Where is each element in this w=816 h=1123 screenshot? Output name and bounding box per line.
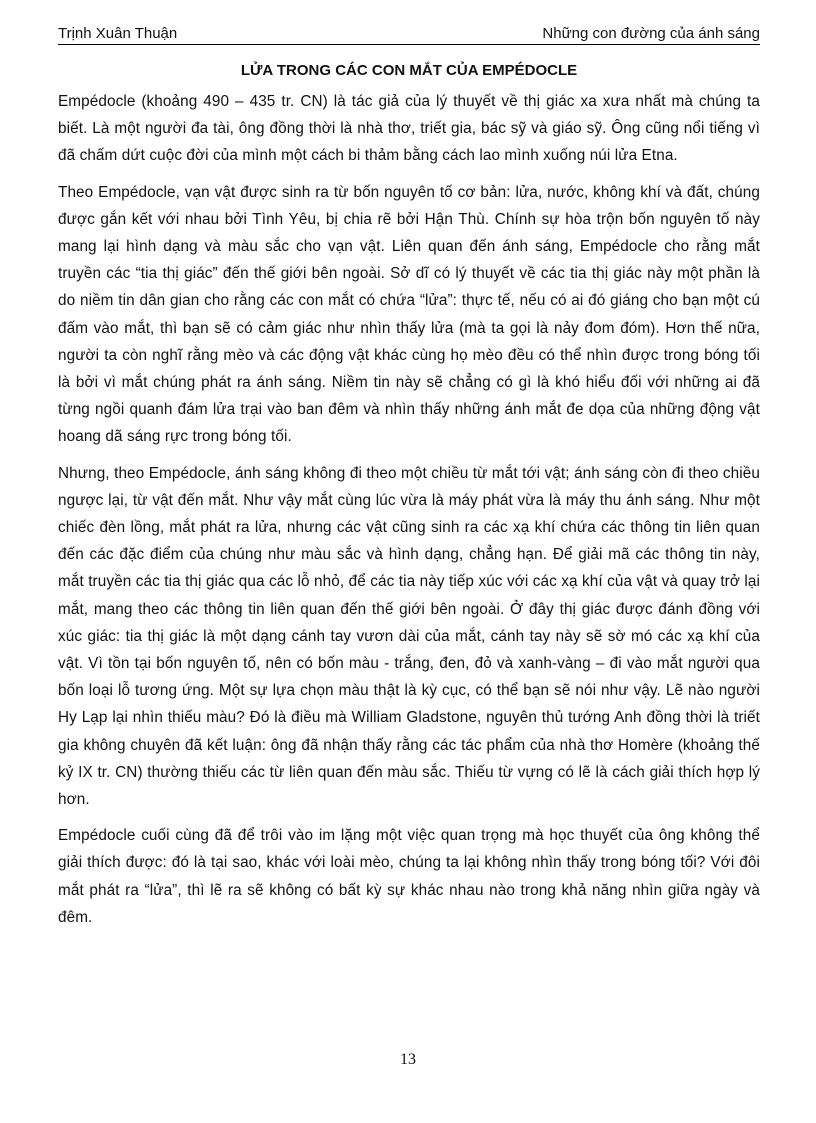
paragraph: Nhưng, theo Empédocle, ánh sáng không đi theo một chiều từ mắt tới vật; ánh sáng còn đi theo chiều ngược lại, từ vật đến mắt. Như vậy mắt cùng lúc vừa là máy phát vừa là máy thu ánh sáng. Như một chiếc đèn lồng, mắt phát ra lửa, nhưng các vật cũng sinh ra các xạ khí chứa các thông tin liên quan đến các đặc điểm của chúng như màu sắc và hình dạng, chẳng hạn. Để giải mã các thông tin này, mắt truyền các tia thị giác qua các lỗ nhỏ, để các tia này tiếp xúc với các xạ khí của vật và quay trở lại mắt, mang theo các thông tin liên quan đến thế giới bên ngoài. Ở đây thị giác được đánh đồng với xúc giác: tia thị giác là một dạng cánh tay vươn dài của mắt, cánh tay này sẽ sờ mó các xạ khí của vật. Vì tồn tại bốn nguyên tố, nên có bốn màu - trắng, đen, đỏ và xanh-vàng – đi vào mắt người qua bốn loại lỗ tương ứng. Một sự lựa chọn màu thật là kỳ cục, có thể bạn sẽ nói như vậy. Lẽ nào người Hy Lạp lại nhìn thiếu màu? Đó là điều mà William Gladstone, nguyên thủ tướng Anh đồng thời là triết gia không chuyên đã kết luận: ông đã nhận thấy rằng các tác phẩm của nhà thơ Homère (khoảng thế kỷ IX tr. CN) thường thiếu các từ liên quan đến màu sắc. Thiếu từ vựng có lẽ là cách giải thích hợp lý hơn. xyxy=(58,464,760,809)
running-header xyxy=(58,24,760,45)
header-book-title: Những con đường của ánh sáng xyxy=(542,25,760,42)
paragraph: Empédocle (khoảng 490 – 435 tr. CN) là tác giả của lý thuyết về thị giác xa xưa nhất mà chúng ta biết. Là một người đa tài, ông đồng thời là nhà thơ, triết gia, bác sỹ và giáo sỹ. Ông cũng nổi tiếng vì đã chấm dứt cuộc đời của mình một cách bi thảm bằng cách lao mình xuống núi lửa Etna. xyxy=(58,93,760,165)
paragraph: Theo Empédocle, vạn vật được sinh ra từ bốn nguyên tố cơ bản: lửa, nước, không khí và đất, chúng được gắn kết với nhau bởi Tình Yêu, bị chia rẽ bởi Hận Thù. Chính sự hòa trộn bốn nguyên tố này mang lại hình dạng và màu sắc cho vạn vật. Liên quan đến ánh sáng, Empédocle cho rằng mắt truyền các “tia thị giác” đến thế giới bên ngoài. Sở dĩ có lý thuyết về các tia thị giác này một phần là do niềm tin dân gian cho rằng các con mắt có chứa “lửa”: thực tế, nếu có ai đó giáng cho bạn một cú đấm vào mắt, thì bạn sẽ có cảm giác như nhìn thấy lửa (mà ta gọi là nảy đom đóm). Hơn thế nữa, người ta còn nghĩ rằng mèo và các động vật khác cùng họ mèo đều có thể nhìn được trong bóng tối là bởi vì mắt chúng phát ra ánh sáng. Niềm tin này sẽ chẳng có gì là khó hiểu đối với những ai đã từng ngồi quanh đám lửa trại vào ban đêm và nhìn thấy những ánh mắt đe dọa của những động vật hoang dã sáng rực trong bóng tối. xyxy=(58,183,760,446)
header-author: Trịnh Xuân Thuận xyxy=(58,25,178,42)
body-text xyxy=(58,88,760,940)
page-number: 13 xyxy=(400,1051,416,1068)
section-title: LỬA TRONG CÁC CON MẮT CỦA EMPÉDOCLE xyxy=(240,62,578,79)
paragraph: Empédocle cuối cùng đã để trôi vào im lặng một việc quan trọng mà học thuyết của ông không thể giải thích được: đó là tại sao, khác với loài mèo, chúng ta lại không nhìn thấy trong bóng tối? Với đôi mắt phát ra “lửa”, thì lẽ ra sẽ không có bất kỳ sự khác nhau nào trong khả năng nhìn giữa ngày và đêm. xyxy=(58,827,760,926)
